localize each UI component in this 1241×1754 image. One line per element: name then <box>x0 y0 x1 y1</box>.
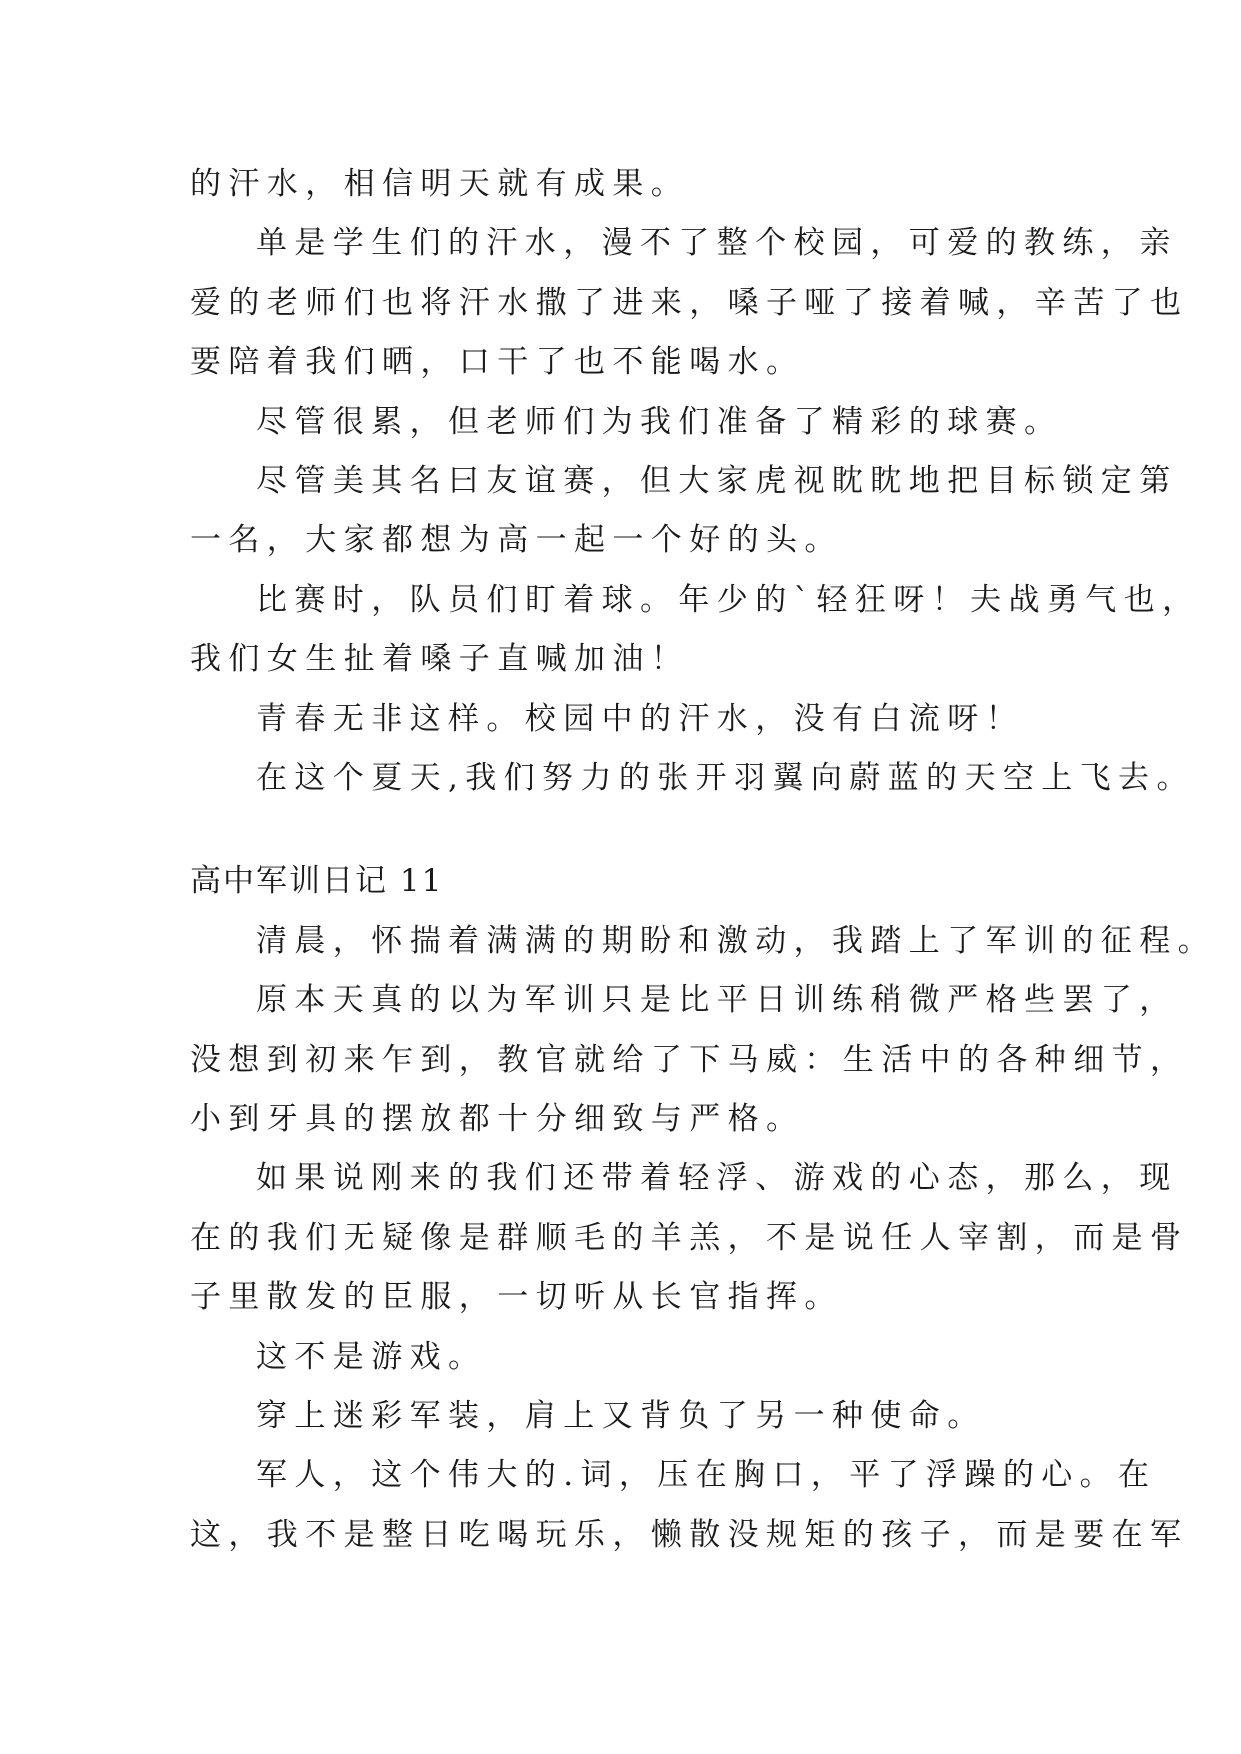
section-title: 高中军训日记 11 <box>190 863 444 899</box>
text-line: 要陪着我们晒，口干了也不能喝水。 <box>190 344 805 380</box>
paragraph-start: 清晨，怀揣着满满的期盼和激动，我踏上了军训的征程。 <box>256 923 1216 959</box>
paragraph-start: 单是学生们的汗水，漫不了整个校园，可爱的教练，亲 <box>256 225 1178 261</box>
paragraph-start: 原本天真的以为军训只是比平日训练稍微严格些罢了， <box>256 982 1178 1018</box>
paragraph-start: 青春无非这样。校园中的汗水，没有白流呀！ <box>256 701 1024 737</box>
paragraph-start: 在这个夏天,我们努力的张开羽翼向蔚蓝的天空上飞去。 <box>256 760 1195 796</box>
paragraph-start: 这不是游戏。 <box>256 1339 487 1375</box>
text-line: 爱的老师们也将汗水撒了进来，嗓子哑了接着喊，辛苦了也 <box>190 285 1189 321</box>
text-line: 一名，大家都想为高一起一个好的头。 <box>190 522 843 558</box>
text-line: 的汗水，相信明天就有成果。 <box>190 166 690 202</box>
text-line: 这，我不是整日吃喝玩乐，懒散没规矩的孩子，而是要在军 <box>190 1517 1189 1553</box>
paragraph-start: 穿上迷彩军装，肩上又背负了另一种使命。 <box>256 1398 986 1434</box>
text-line: 在的我们无疑像是群顺毛的羊羔，不是说任人宰割，而是骨 <box>190 1220 1189 1256</box>
text-line: 我们女生扯着嗓子直喊加油！ <box>190 641 690 677</box>
paragraph-start: 如果说刚来的我们还带着轻浮、游戏的心态，那么，现 <box>256 1160 1178 1196</box>
text-line: 子里散发的臣服，一切听从长官指挥。 <box>190 1279 843 1315</box>
text-line: 小到牙具的摆放都十分细致与严格。 <box>190 1101 805 1137</box>
paragraph-start: 军人，这个伟大的.词，压在胸口，平了浮躁的心。在 <box>256 1457 1157 1493</box>
paragraph-start: 尽管很累，但老师们为我们准备了精彩的球赛。 <box>256 404 1063 440</box>
paragraph-start: 比赛时，队员们盯着球。年少的`轻狂呀！夫战勇气也， <box>256 582 1201 618</box>
text-line: 没想到初来乍到，教官就给了下马威：生活中的各种细节， <box>190 1042 1189 1078</box>
paragraph-start: 尽管美其名曰友谊赛，但大家虎视眈眈地把目标锁定第 <box>256 463 1178 499</box>
